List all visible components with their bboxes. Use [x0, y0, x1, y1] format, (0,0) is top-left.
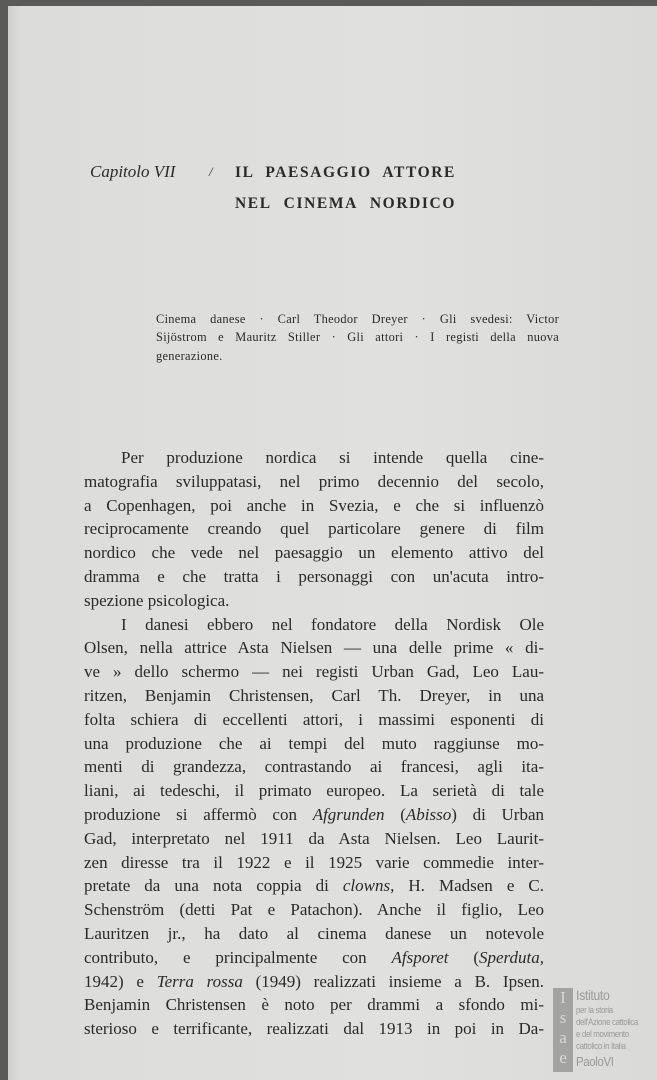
body-line — [84, 541, 544, 565]
logo-text: per la storia — [576, 1005, 613, 1015]
body-line — [84, 708, 544, 732]
logo-text: dell'Azione cattolica — [576, 1017, 638, 1027]
chapter-title-line-2: NEL CINEMA NORDICO — [235, 195, 456, 212]
text-run: H. Madsen e C. — [394, 876, 544, 896]
body-line — [84, 827, 544, 851]
text-run: 1942) e — [84, 971, 157, 991]
text-run: spezione psicologica. — [84, 590, 230, 610]
logo-text: cattolico in Italia — [576, 1041, 626, 1051]
chapter-separator: / — [209, 164, 213, 179]
body-line — [84, 660, 544, 684]
text-run: Lauritzen jr., ha dato al cinema danese un notevole — [84, 923, 544, 943]
text-run: nordico che vede nel paesaggio un elemento attivo del — [84, 543, 544, 563]
body-line — [84, 946, 544, 970]
text-run: ( — [448, 947, 479, 967]
text-run: una produzione che ai tempi del muto raggiunse mo- — [84, 733, 544, 753]
text-run: reciprocamente creando quel particolare genere di film — [84, 519, 544, 539]
italic-title: Sperduta, — [478, 947, 544, 967]
body-line — [84, 922, 544, 946]
summary-line: Sijöstrom e Mauritz Stiller · Gli attori · I registi della nuova — [156, 330, 559, 345]
body-line — [84, 589, 544, 613]
summary-line: Cinema danese · Carl Theodor Dreyer · Gli svedesi: Victor — [156, 312, 559, 326]
body-line — [84, 993, 544, 1017]
text-run: (1949) realizzati insieme a B. Ipsen. — [242, 971, 544, 991]
italic-title: clowns, — [342, 876, 395, 896]
body-line — [84, 446, 544, 470]
italic-title: Abisso — [405, 804, 452, 824]
text-run: Per produzione nordica si intende quella cine- — [121, 448, 544, 467]
body-line — [84, 851, 544, 875]
text-run: a Copenhagen, poi anche in Svezia, e che si influenzò — [84, 495, 544, 515]
italic-title: Afgrunden — [312, 804, 385, 824]
book-page — [8, 6, 657, 1080]
body-line — [84, 684, 544, 708]
italic-title: Afsporet — [391, 947, 449, 967]
body-line — [84, 898, 544, 922]
body-line — [84, 803, 544, 827]
text-run: pretate da una nota coppia di — [84, 876, 343, 896]
body-line — [84, 470, 544, 494]
body-line — [84, 1017, 544, 1041]
body-line — [84, 874, 544, 898]
text-run: produzione si affermò con — [84, 804, 313, 824]
text-run: Gad, interpretato nel 1911 da Asta Nielsen. Leo Laurit- — [84, 828, 544, 848]
text-run: liani, ai tedeschi, il primato europeo. La serietà di tale — [84, 781, 544, 801]
text-run: ve » dello schermo — nei registi Urban Gad, Leo Lau- — [84, 662, 544, 682]
body-line — [84, 636, 544, 660]
isacem-watermark-logo — [553, 988, 657, 1072]
text-run: Olsen, nella attrice Asta Nielsen — una delle prime « di- — [84, 638, 544, 658]
text-run: folta schiera di eccellenti attori, i massimi esponenti di — [84, 709, 544, 729]
body-text — [84, 446, 544, 1041]
text-run: Schenström (detti Pat e Patachon). Anche il figlio, Leo — [84, 900, 544, 920]
chapter-title-line-1: IL PAESAGGIO ATTORE — [235, 164, 456, 181]
logo-text: e del movimento — [576, 1029, 629, 1039]
body-line — [84, 755, 544, 779]
logo-text: PaoloVI — [576, 1054, 614, 1069]
text-run: matografia sviluppatasi, nel primo decennio del secolo, — [84, 471, 544, 491]
chapter-number: Capitolo VII — [90, 162, 176, 181]
body-line — [84, 613, 544, 637]
text-run: ( — [384, 804, 406, 824]
logo-text: Istituto — [576, 987, 610, 1003]
text-run: sterioso e terrificante, realizzati dal 1913 in poi in Da- — [84, 1019, 544, 1039]
body-line — [84, 517, 544, 541]
text-run: menti di grandezza, contrastando ai francesi, agli ita- — [84, 757, 544, 777]
body-line — [84, 779, 544, 803]
text-run: zen diresse tra il 1922 e il 1925 varie commedie inter- — [84, 852, 544, 872]
body-line — [84, 494, 544, 518]
chapter-summary — [156, 310, 559, 365]
italic-title: Terra rossa — [156, 971, 243, 991]
text-run: I danesi ebbero nel fondatore della Nordisk Ole — [121, 614, 544, 634]
text-run: Benjamin Christensen è noto per drammi a sfondo mi- — [84, 995, 544, 1015]
text-run: contributo, e principalmente con — [84, 947, 392, 967]
summary-line: generazione. — [156, 348, 223, 363]
text-run: ritzen, Benjamin Christensen, Carl Th. Dreyer, in una — [84, 685, 544, 705]
body-line — [84, 732, 544, 756]
text-run: ) di Urban — [451, 804, 544, 824]
body-line — [84, 970, 544, 994]
text-run: dramma e che tratta i personaggi con un'acuta intro- — [84, 566, 544, 586]
logo-mark: I s a e — [553, 988, 573, 1072]
body-line — [84, 565, 544, 589]
